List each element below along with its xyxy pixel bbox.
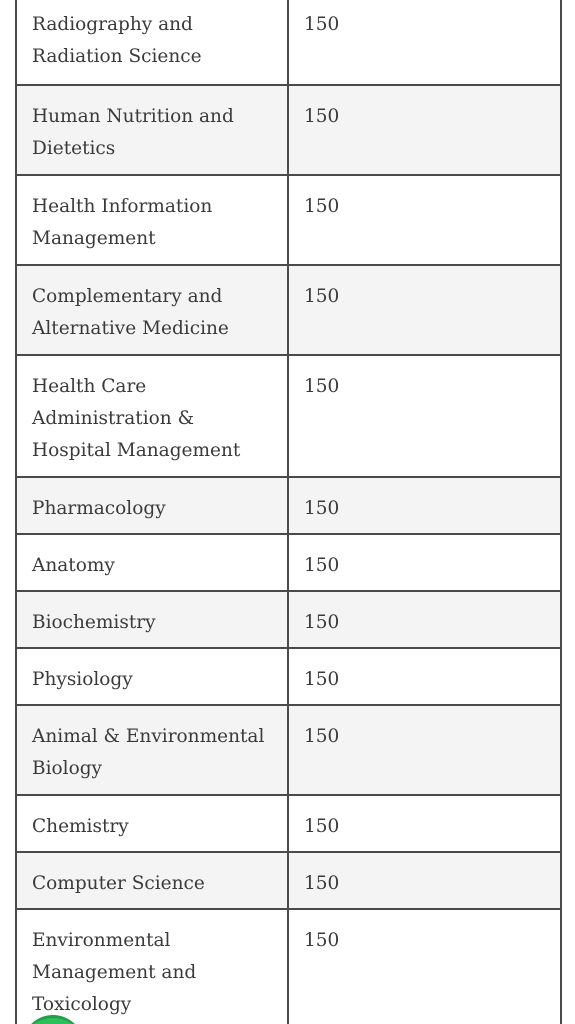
table-row bbox=[16, 795, 561, 852]
seats-cell: 150 bbox=[288, 852, 561, 909]
course-name-cell: Animal & Environmental Biology bbox=[16, 705, 288, 795]
course-name-cell: Computer Science bbox=[16, 852, 288, 909]
seats-cell: 150 bbox=[288, 355, 561, 477]
course-name-cell: Environmental Management and Toxicology bbox=[16, 909, 288, 1024]
seats-cell: 150 bbox=[288, 534, 561, 591]
course-name-cell: Radiography and Radiation Science bbox=[16, 0, 288, 85]
table-row bbox=[16, 175, 561, 265]
table-row bbox=[16, 355, 561, 477]
course-name-cell: Human Nutrition and Dietetics bbox=[16, 85, 288, 175]
table-row bbox=[16, 705, 561, 795]
course-name-cell: Chemistry bbox=[16, 795, 288, 852]
table-row bbox=[16, 0, 561, 85]
table-row bbox=[16, 852, 561, 909]
course-name-cell: Biochemistry bbox=[16, 591, 288, 648]
course-seats-table bbox=[15, 0, 562, 1024]
table-row bbox=[16, 591, 561, 648]
table-row bbox=[16, 909, 561, 1024]
course-name-cell: Complementary and Alternative Medicine bbox=[16, 265, 288, 355]
table-row bbox=[16, 648, 561, 705]
seats-cell: 150 bbox=[288, 477, 561, 534]
seats-cell: 150 bbox=[288, 175, 561, 265]
seats-cell: 150 bbox=[288, 265, 561, 355]
seats-cell: 150 bbox=[288, 648, 561, 705]
seats-cell: 150 bbox=[288, 85, 561, 175]
seats-cell: 150 bbox=[288, 0, 561, 85]
course-name-cell: Pharmacology bbox=[16, 477, 288, 534]
course-name-cell: Health Information Management bbox=[16, 175, 288, 265]
table-row bbox=[16, 265, 561, 355]
seats-cell: 150 bbox=[288, 795, 561, 852]
seats-cell: 150 bbox=[288, 909, 561, 1024]
table-row bbox=[16, 477, 561, 534]
course-name-cell: Anatomy bbox=[16, 534, 288, 591]
course-name-cell: Health Care Administration & Hospital Management bbox=[16, 355, 288, 477]
table-row bbox=[16, 85, 561, 175]
seats-cell: 150 bbox=[288, 705, 561, 795]
course-name-cell: Physiology bbox=[16, 648, 288, 705]
seats-cell: 150 bbox=[288, 591, 561, 648]
table-row bbox=[16, 534, 561, 591]
